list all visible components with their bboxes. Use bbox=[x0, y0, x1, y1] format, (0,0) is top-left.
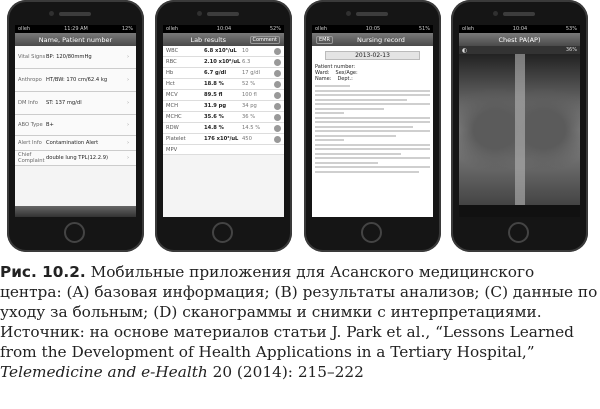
camera-dot bbox=[197, 11, 202, 16]
caption-text: Мобильные приложения для Асанского медицинского центра: (A) базовая информация; (B) результаты анализов; (C) данные по уходу за больным; (D) сканограммы и снимки с интерпретациями. Источник: на основе материалов статьи J. Park et al., “Lessons Learned from the Development of Health Applications in a Tertiary Hospital,” bbox=[0, 263, 598, 361]
zoom-level: 36% bbox=[565, 47, 577, 53]
ward-label: Ward: bbox=[315, 70, 330, 76]
row-value: Contamination Alert bbox=[46, 140, 99, 146]
info-row[interactable] bbox=[15, 46, 136, 69]
battery: 53% bbox=[565, 26, 577, 32]
speaker-grille bbox=[503, 12, 535, 16]
row-key: ABO Type bbox=[18, 122, 43, 128]
home-button[interactable] bbox=[361, 222, 382, 243]
status-bar bbox=[312, 25, 433, 33]
clock: 10:04 bbox=[512, 26, 528, 32]
lab-range: 100 fl bbox=[242, 92, 257, 98]
lab-row[interactable] bbox=[163, 90, 284, 101]
nav-title: Lab results bbox=[190, 35, 227, 44]
row-key: DM Info bbox=[18, 100, 38, 106]
lab-range: 10 bbox=[242, 48, 249, 54]
lab-range: 34 pg bbox=[242, 103, 257, 109]
carrier: olleh bbox=[18, 26, 31, 32]
lab-name: Hct bbox=[166, 81, 175, 87]
chevron-circle-icon bbox=[274, 81, 281, 88]
chevron-circle-icon bbox=[274, 136, 281, 143]
nursing-content bbox=[312, 46, 433, 178]
citation-tail: 20 (2014): 215–222 bbox=[212, 363, 364, 381]
chevron-right-icon: › bbox=[127, 122, 130, 128]
row-value: B+ bbox=[46, 122, 54, 128]
lab-range: 6.3 bbox=[242, 59, 251, 65]
info-row[interactable] bbox=[15, 151, 136, 166]
lab-row[interactable] bbox=[163, 46, 284, 57]
lab-name: MCHC bbox=[166, 114, 182, 120]
clock: 10:05 bbox=[365, 26, 381, 32]
lab-name: Hb bbox=[166, 70, 174, 76]
row-value: HT/BW: 170 cm/62.4 kg bbox=[46, 77, 108, 83]
screen-nursing-record bbox=[312, 25, 433, 217]
lab-name: WBC bbox=[166, 48, 179, 54]
speaker-grille bbox=[59, 12, 91, 16]
lab-value: 35.6 % bbox=[204, 114, 224, 120]
status-bar bbox=[15, 25, 136, 33]
figure-label: Рис. 10.2. bbox=[0, 263, 86, 281]
chevron-circle-icon bbox=[274, 92, 281, 99]
screen-xray bbox=[459, 25, 580, 217]
comment-button[interactable]: Comment bbox=[250, 36, 281, 44]
lab-range: 14.5 % bbox=[242, 125, 261, 131]
lab-name: MCH bbox=[166, 103, 178, 109]
record-date[interactable]: 2013-02-13 bbox=[325, 51, 420, 60]
lab-range: 36 % bbox=[242, 114, 256, 120]
lab-row[interactable] bbox=[163, 57, 284, 68]
lab-value: 6.8 x10³/uL bbox=[204, 48, 237, 54]
figure-caption bbox=[0, 262, 600, 382]
info-row[interactable] bbox=[15, 115, 136, 136]
lab-value: 89.5 fl bbox=[204, 92, 223, 98]
row-key: Chief Complaint bbox=[18, 152, 45, 164]
name-label: Name: bbox=[315, 76, 332, 82]
camera-dot bbox=[346, 11, 351, 16]
row-key: Anthropo bbox=[18, 77, 42, 83]
lab-range: 450 bbox=[242, 136, 252, 142]
speaker-grille bbox=[356, 12, 388, 16]
sex-age-label: Sex/Age: bbox=[335, 70, 358, 76]
clock: 11:29 AM bbox=[64, 26, 88, 32]
phone-a bbox=[7, 0, 144, 252]
chevron-circle-icon bbox=[274, 59, 281, 66]
lab-value: 2.10 x10⁶/uL bbox=[204, 59, 241, 65]
carrier: olleh bbox=[462, 26, 475, 32]
chevron-circle-icon bbox=[274, 48, 281, 55]
chevron-right-icon: › bbox=[127, 140, 130, 146]
row-key: Vital Signs bbox=[18, 54, 46, 60]
carrier: olleh bbox=[315, 26, 328, 32]
nav-bar bbox=[163, 33, 284, 46]
chevron-circle-icon bbox=[274, 125, 281, 132]
chest-xray-image[interactable] bbox=[459, 54, 580, 205]
lab-value: 31.9 pg bbox=[204, 103, 227, 109]
nav-bar bbox=[312, 33, 433, 46]
xray-spine bbox=[515, 54, 525, 205]
patient-meta-row bbox=[315, 76, 430, 82]
lab-row[interactable] bbox=[163, 112, 284, 123]
lab-name: MPV bbox=[166, 146, 178, 153]
chevron-right-icon: › bbox=[127, 155, 130, 161]
status-bar bbox=[459, 25, 580, 33]
nav-title: Nursing record bbox=[357, 35, 405, 44]
phone-b bbox=[155, 0, 292, 252]
lab-row[interactable] bbox=[163, 79, 284, 90]
chevron-circle-icon bbox=[274, 114, 281, 121]
lab-range: 17 g/dl bbox=[242, 70, 261, 76]
carrier: olleh bbox=[166, 26, 179, 32]
chevron-right-icon: › bbox=[127, 100, 130, 106]
tab-bar bbox=[15, 206, 136, 217]
status-bar bbox=[163, 25, 284, 33]
chevron-circle-icon bbox=[274, 70, 281, 77]
nav-bar bbox=[459, 33, 580, 46]
camera-dot bbox=[49, 11, 54, 16]
row-value: double lung TPL(12.2.9) bbox=[46, 155, 109, 161]
chevron-circle-icon bbox=[274, 103, 281, 110]
emr-button[interactable]: EMR bbox=[316, 36, 333, 44]
speaker-grille bbox=[207, 12, 239, 16]
home-button[interactable] bbox=[64, 222, 85, 243]
phone-c bbox=[304, 0, 441, 252]
patient-number-label: Patient number: bbox=[315, 64, 356, 70]
journal-name: Telemedicine and e-Health bbox=[0, 363, 208, 381]
battery: 12% bbox=[121, 26, 133, 32]
row-value: BP: 120/80mmHg bbox=[46, 54, 92, 60]
info-list bbox=[15, 46, 136, 166]
lab-value: 18.8 % bbox=[204, 81, 224, 87]
battery: 51% bbox=[418, 26, 430, 32]
lab-value: 14.8 % bbox=[204, 125, 224, 131]
lab-value: 6.7 g/dl bbox=[204, 70, 227, 76]
dept-label: Dept.: bbox=[337, 76, 353, 82]
viewer-toolbar bbox=[459, 46, 580, 54]
info-row[interactable] bbox=[15, 92, 136, 115]
nav-bar bbox=[15, 33, 136, 46]
lab-name: RDW bbox=[166, 125, 179, 131]
nav-title: Chest PA(AP) bbox=[498, 35, 541, 44]
battery: 52% bbox=[269, 26, 281, 32]
camera-dot bbox=[493, 11, 498, 16]
screen-basic-info bbox=[15, 25, 136, 217]
clock: 10:04 bbox=[216, 26, 232, 32]
nav-title: Name, Patient number bbox=[38, 35, 113, 44]
lab-name: Platelet bbox=[166, 136, 186, 142]
lab-name: RBC bbox=[166, 59, 177, 65]
phone-d bbox=[451, 0, 588, 252]
info-row[interactable] bbox=[15, 136, 136, 151]
contrast-icon[interactable]: ◐ bbox=[462, 46, 468, 54]
home-button[interactable] bbox=[212, 222, 233, 243]
chevron-right-icon: › bbox=[127, 77, 130, 83]
info-row[interactable] bbox=[15, 69, 136, 92]
chevron-right-icon: › bbox=[127, 54, 130, 60]
lab-value: 176 x10³/uL bbox=[204, 136, 239, 142]
lab-row[interactable] bbox=[163, 101, 284, 112]
home-button[interactable] bbox=[508, 222, 529, 243]
lab-name: MCV bbox=[166, 92, 178, 98]
row-key: Alert Info bbox=[18, 140, 42, 146]
lab-row[interactable] bbox=[163, 68, 284, 79]
row-value: ST: 137 mg/dl bbox=[46, 100, 82, 106]
lab-range: 52 % bbox=[242, 81, 256, 87]
lab-row[interactable] bbox=[163, 123, 284, 134]
lab-list bbox=[163, 46, 284, 155]
screen-lab-results bbox=[163, 25, 284, 217]
lab-row[interactable] bbox=[163, 134, 284, 145]
lab-row[interactable] bbox=[163, 145, 284, 155]
record-text bbox=[315, 85, 430, 173]
